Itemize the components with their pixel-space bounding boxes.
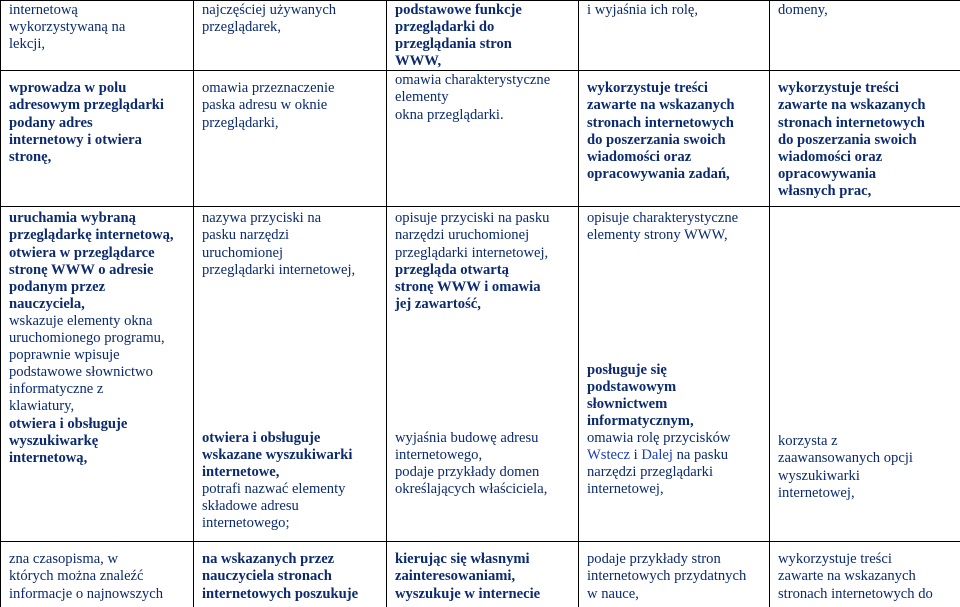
link-separator: i xyxy=(629,447,642,464)
table-cell xyxy=(1,71,194,207)
cell-line: stronach internetowych xyxy=(778,114,925,131)
cell-line: pasku narzędzi xyxy=(202,227,290,244)
cell-line: przegląda otwartą xyxy=(395,261,509,278)
table-cell xyxy=(387,542,579,607)
table-cell xyxy=(579,542,770,607)
cell-line: zawarte na wskazanych xyxy=(587,97,735,114)
cell-line: uruchamia wybraną xyxy=(9,210,136,227)
cell-line: opracowywania xyxy=(778,165,877,182)
table-cell xyxy=(194,207,387,542)
cell-line: przeglądarki do xyxy=(395,19,495,36)
table-cell xyxy=(1,207,194,542)
table-cell xyxy=(770,207,960,542)
cell-line: podstawowe funkcje xyxy=(395,2,522,18)
dalej-term: Dalej xyxy=(641,447,673,464)
cell-line: elementy strony WWW, xyxy=(587,227,728,244)
table-cell xyxy=(1,542,194,607)
cell-line: przeglądarki, xyxy=(202,114,279,131)
table-cell xyxy=(770,1,960,71)
cell-line: adresowym przeglądarki xyxy=(9,97,164,114)
table-cell xyxy=(387,1,579,71)
cell-line: przeglądarki internetowej, xyxy=(202,261,356,278)
cell-line: domeny, xyxy=(778,2,828,18)
cell-line: otwiera w przeglądarce xyxy=(9,244,155,261)
table-row xyxy=(1,207,960,542)
table-row xyxy=(1,71,960,207)
cell-line: w nauce, xyxy=(587,585,639,602)
cell-line: uruchomionego programu, xyxy=(9,330,165,347)
cell-line: przeglądarkę internetową, xyxy=(9,227,174,244)
cell-line: wykorzystuje treści xyxy=(587,80,708,97)
table-row xyxy=(1,542,960,607)
table-cell xyxy=(770,542,960,607)
cell-line: okna przeglądarki. xyxy=(395,106,504,123)
cell-line: elementy xyxy=(395,89,449,106)
cell-line: nauczyciela stronach xyxy=(202,568,332,585)
cell-line: określających właściciela, xyxy=(395,481,548,498)
cell-line: podanym przez xyxy=(9,278,106,295)
cell-line: uruchomionej xyxy=(202,244,284,261)
cell-line: internetowy i otwiera xyxy=(9,131,142,148)
cell-line: informatycznym, xyxy=(587,412,694,429)
cell-line: stronę, xyxy=(9,148,52,165)
cell-line: omawia przeznaczenie xyxy=(202,80,335,97)
cell-line: do poszerzania swoich xyxy=(778,131,917,148)
cell-line: podany adres xyxy=(9,114,93,131)
cell-line: omawia charakterystyczne xyxy=(395,72,551,89)
cell-line: wskazuje elementy okna xyxy=(9,312,153,329)
cell-line: podaje przykłady stron xyxy=(587,551,721,568)
cell-line: internetowych poszukuje xyxy=(202,585,359,602)
cell-line: opisuje przyciski na pasku xyxy=(395,210,550,227)
cell-line: wprowadza w polu xyxy=(9,80,127,97)
cell-spacer xyxy=(395,313,578,430)
cell-line: WWW, xyxy=(395,53,442,70)
cell-line: własnych prac, xyxy=(778,182,872,199)
cell-line: wyszukiwarki xyxy=(778,467,860,484)
cell-line: wykorzystywaną na xyxy=(9,19,126,36)
table-cell xyxy=(194,1,387,71)
cell-line: opisuje charakterystyczne xyxy=(587,210,739,227)
cell-line: stronę WWW o adresie xyxy=(9,261,154,278)
cell-line: otwiera i obsługuje xyxy=(9,415,128,432)
cell-line: internetowego, xyxy=(395,447,483,464)
cell-line: wiadomości oraz xyxy=(587,148,692,165)
cell-line: internetową xyxy=(9,2,78,18)
cell-line: internetową, xyxy=(9,449,88,466)
cell-line: internetowego; xyxy=(202,515,290,532)
cell-line: wskazane wyszukiwarki xyxy=(202,446,353,463)
cell-spacer xyxy=(202,279,386,430)
table-cell xyxy=(387,207,579,542)
cell-line: internetowych przydatnych xyxy=(587,568,747,585)
table-cell xyxy=(579,207,770,542)
cell-line: na wskazanych przez xyxy=(202,551,335,568)
cell-line: słownictwem xyxy=(587,395,668,412)
cell-spacer xyxy=(778,210,960,433)
table-cell xyxy=(387,71,579,207)
cell-line: podstawowym xyxy=(587,378,677,395)
wstecz-term: Wstecz xyxy=(587,447,630,464)
cell-line: najczęściej używanych xyxy=(202,2,337,18)
cell-line: zaawansowanych opcji xyxy=(778,450,913,467)
cell-line: internetowe, xyxy=(202,463,280,480)
cell-line: lekcji, xyxy=(9,36,46,53)
cell-line: zawarte na wskazanych xyxy=(778,97,926,114)
cell-line: internetowej, xyxy=(587,481,664,498)
cell-line: kierując się własnymi xyxy=(395,551,530,568)
table-cell xyxy=(194,542,387,607)
table-cell xyxy=(1,1,194,71)
link-tail: na pasku xyxy=(672,447,729,464)
cell-line: narzędzi przeglądarki xyxy=(587,464,713,481)
cell-line: zainteresowaniami, xyxy=(395,568,516,585)
cell-line: stronach internetowych do xyxy=(778,585,933,602)
table-cell xyxy=(579,71,770,207)
table-cell xyxy=(770,71,960,207)
cell-line: wyszukiwarkę xyxy=(9,432,99,449)
cell-line: opracowywania zadań, xyxy=(587,165,730,182)
cell-line xyxy=(587,447,769,464)
cell-line: składowe adresu xyxy=(202,498,299,515)
cell-line: informacje o najnowszych xyxy=(9,585,163,602)
cell-line: przeglądania stron xyxy=(395,36,512,53)
cell-line: informatyczne z xyxy=(9,381,104,398)
cell-line: potrafi nazwać elementy xyxy=(202,481,346,498)
cell-line: zawarte na wskazanych xyxy=(778,568,916,585)
cell-line: wyszukuje w internecie xyxy=(395,585,541,602)
cell-line: posługuje się xyxy=(587,361,667,378)
cell-line: poprawnie wpisuje xyxy=(9,347,120,364)
table-cell xyxy=(579,1,770,71)
cell-line: wykorzystuje treści xyxy=(778,551,892,568)
cell-line: stronę WWW i omawia xyxy=(395,278,541,295)
cell-line: podstawowe słownictwo xyxy=(9,364,153,381)
cell-line: podaje przykłady domen xyxy=(395,464,540,481)
cell-line: jej zawartość, xyxy=(395,295,481,312)
cell-line: których można znaleźć xyxy=(9,568,144,585)
cell-line: wiadomości oraz xyxy=(778,148,883,165)
cell-line: klawiatury, xyxy=(9,398,75,415)
cell-line: otwiera i obsługuje xyxy=(202,429,321,446)
table-cell xyxy=(194,71,387,207)
cell-line: internetowej, xyxy=(778,484,855,501)
cell-line: przeglądarki internetowej, xyxy=(395,244,549,261)
cell-line: wyjaśnia budowę adresu xyxy=(395,429,539,446)
cell-line: do poszerzania swoich xyxy=(587,131,726,148)
cell-spacer xyxy=(587,245,769,362)
cell-line: narzędzi uruchomionej xyxy=(395,227,530,244)
cell-line: zna czasopisma, w xyxy=(9,551,119,568)
cell-line: omawia rolę przycisków xyxy=(587,429,731,446)
table-row xyxy=(1,1,960,71)
cell-line: nazywa przyciski na xyxy=(202,210,322,227)
cell-line: korzysta z xyxy=(778,433,838,450)
cell-line: wykorzystuje treści xyxy=(778,80,899,97)
cell-line: i wyjaśnia ich rolę, xyxy=(587,2,699,18)
cell-line: paska adresu w oknie xyxy=(202,97,328,114)
cell-line: przeglądarek, xyxy=(202,19,281,36)
cell-line: nauczyciela, xyxy=(9,295,85,312)
cell-line: stronach internetowych xyxy=(587,114,734,131)
